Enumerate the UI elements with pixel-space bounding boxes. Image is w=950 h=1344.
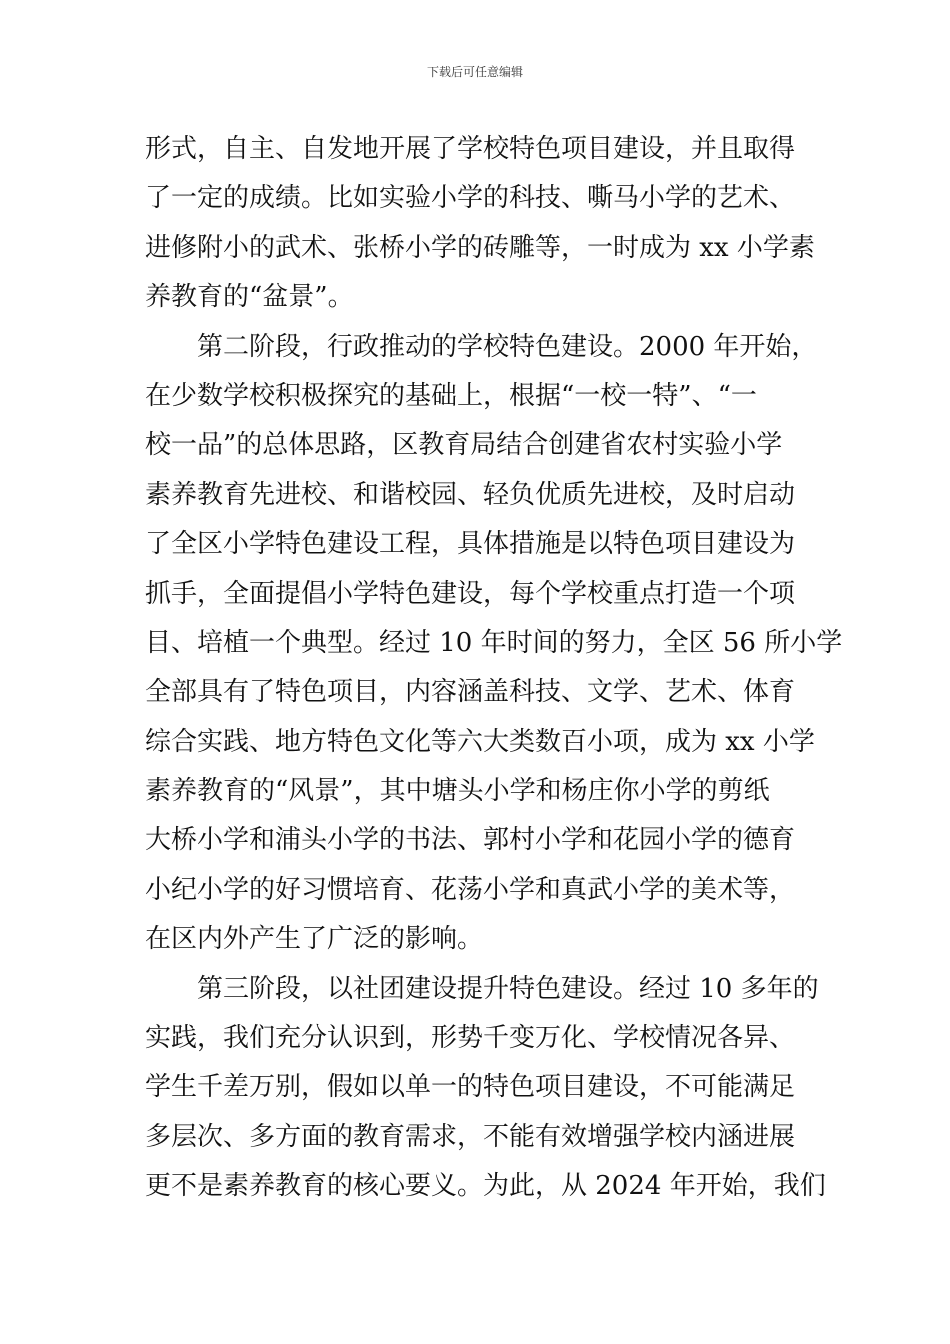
- text-line: 更不是素养教育的核心要义。为此，从 2024 年开始，我们: [145, 1171, 826, 1202]
- text-line: 全部具有了特色项目，内容涵盖科技、文学、艺术、体育: [145, 677, 796, 708]
- text-line: 多层次、多方面的教育需求，不能有效增强学校内涵进展: [145, 1121, 796, 1152]
- text-line: 了全区小学特色建设工程，具体措施是以特色项目建设为: [145, 529, 796, 560]
- text-line: 形式，自主、自发地开展了学校特色项目建设，并且取得: [145, 134, 796, 164]
- page-header: 下载后可任意编辑: [426, 65, 523, 79]
- text-line: 第二阶段，行政推动的学校特色建设。2000 年开始，: [197, 331, 818, 362]
- text-line: 进修附小的武术、张桥小学的砖雕等，一时成为 xx 小学素: [145, 232, 815, 263]
- paragraph-3: [145, 965, 826, 1212]
- text-line: 素养教育的“风景”，其中塘头小学和杨庄你小学的剪纸: [145, 776, 770, 807]
- text-line: 综合实践、地方特色文化等六大类数百小项，成为 xx 小学: [145, 726, 815, 757]
- text-line: 小纪小学的好习惯培育、花荡小学和真武小学的美术等，: [145, 874, 796, 905]
- text-line: 素养教育先进校、和谐校园、轻负优质先进校，及时启动: [145, 479, 796, 510]
- paragraph-2: [145, 323, 843, 965]
- document-body: [145, 125, 843, 1212]
- text-line: 学生千差万别，假如以单一的特色项目建设，不可能满足: [145, 1072, 796, 1103]
- text-line: 目、培植一个典型。经过 10 年时间的努力，全区 56 所小学: [145, 627, 843, 658]
- text-line: 抓手，全面提倡小学特色建设，每个学校重点打造一个项: [145, 578, 796, 609]
- text-line: 大桥小学和浦头小学的书法、郭村小学和花园小学的德育: [145, 825, 796, 856]
- text-line: 养教育的“盆景”。: [145, 282, 354, 313]
- text-line: 实践，我们充分认识到，形势千变万化、学校情况各异、: [145, 1023, 796, 1054]
- text-line: 校一品”的总体思路，区教育局结合创建省农村实验小学: [145, 430, 783, 461]
- text-line: 在区内外产生了广泛的影响。: [145, 924, 484, 955]
- paragraph-1: [145, 125, 815, 323]
- text-line: 了一定的成绩。比如实验小学的科技、嘶马小学的艺术、: [145, 183, 796, 214]
- text-line: 在少数学校积极探究的基础上，根据“一校一特”、“一: [145, 380, 757, 411]
- text-line: 第三阶段，以社团建设提升特色建设。经过 10 多年的: [197, 973, 819, 1004]
